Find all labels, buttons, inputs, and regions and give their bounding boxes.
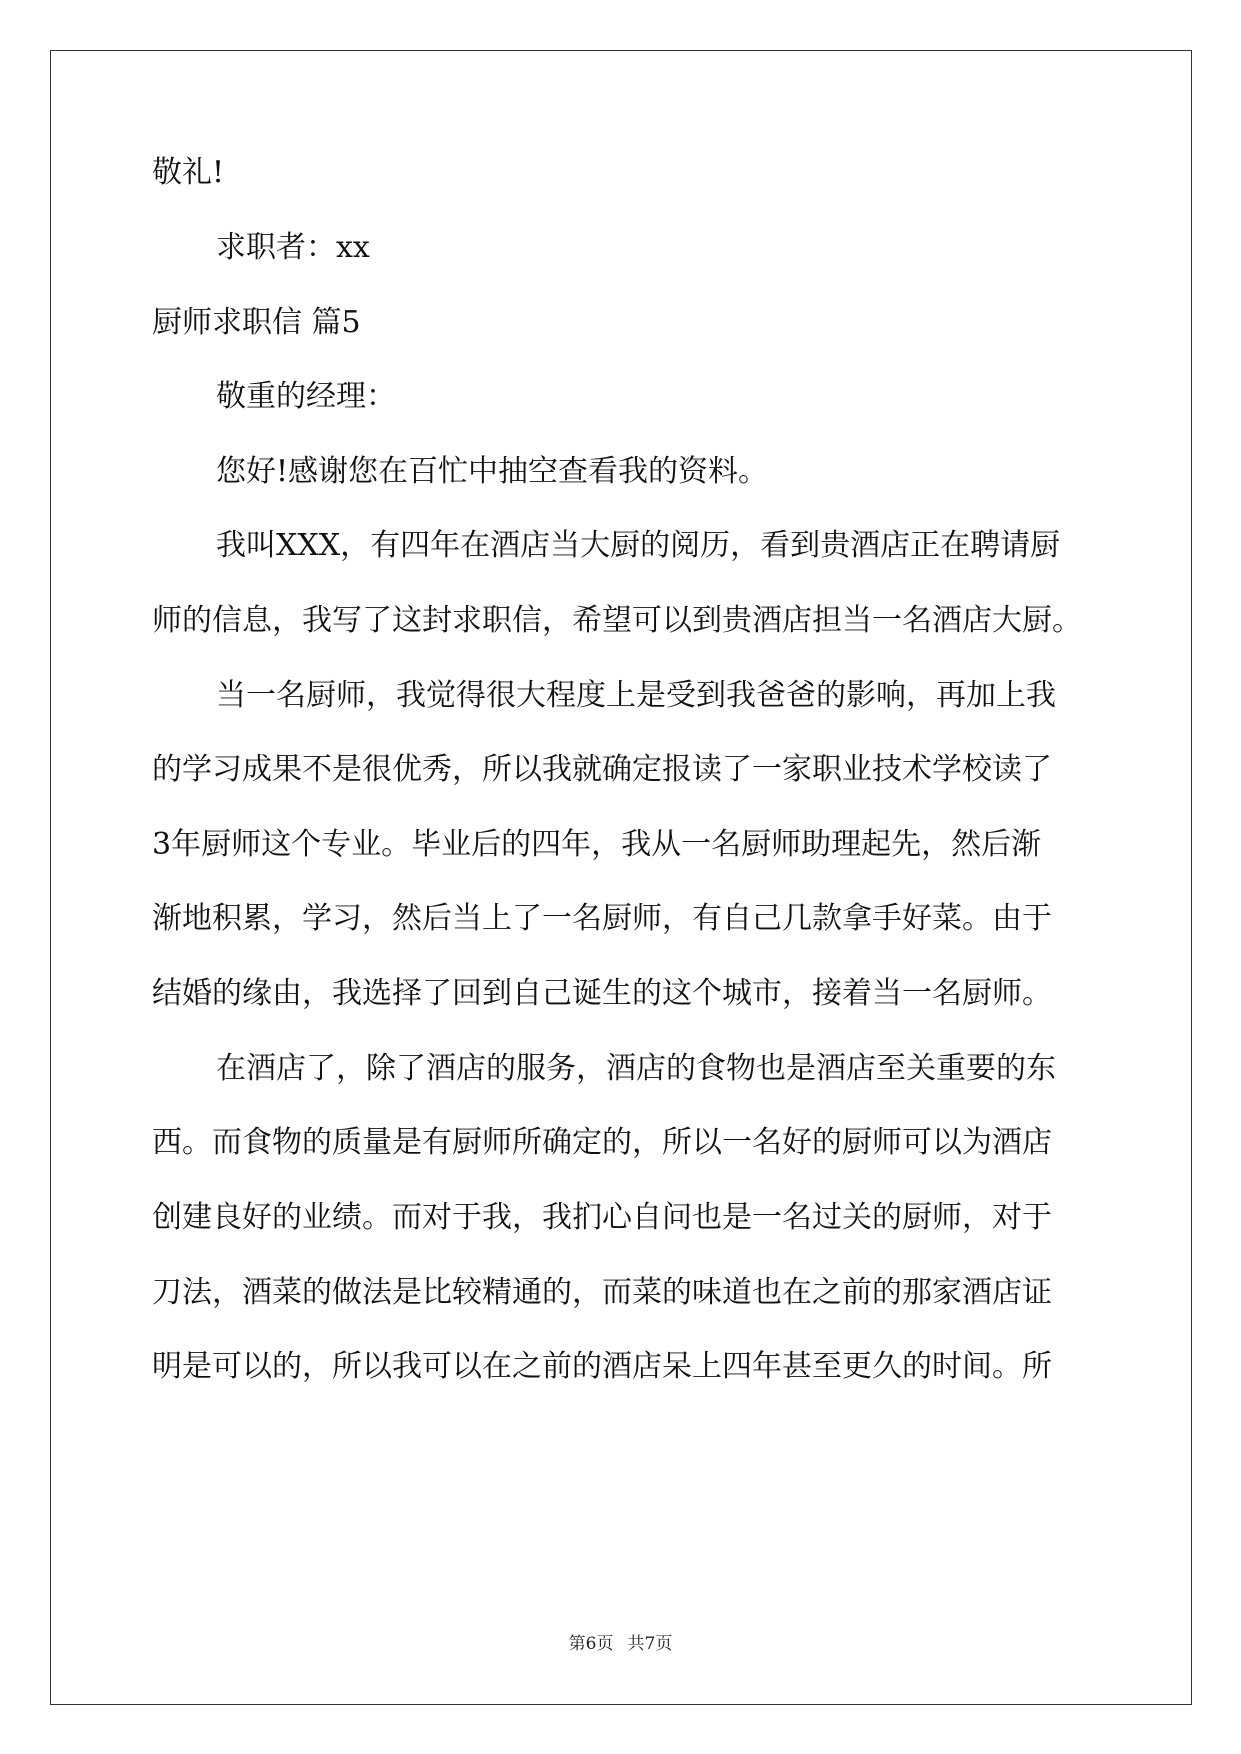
paragraph-line: 西。而食物的质量是有厨师所确定的，所以一名好的厨师可以为酒店: [152, 1125, 1052, 1160]
paragraph-line: 结婚的缘由，我选择了回到自己诞生的这个城市，接着当一名厨师。: [152, 976, 1052, 1011]
paragraph-line: 创建良好的业绩。而对于我，我扪心自问也是一名过关的厨师，对于: [152, 1200, 1052, 1235]
paragraph-line: 3年厨师这个专业。毕业后的四年，我从一名厨师助理起先，然后渐: [152, 827, 1042, 862]
paragraph-line: 师的信息，我写了这封求职信，希望可以到贵酒店担当一名酒店大厨。: [152, 603, 1082, 638]
page-footer: [0, 1634, 1241, 1654]
paragraph-line: 当一名厨师，我觉得很大程度上是受到我爸爸的影响，再加上我: [216, 678, 1056, 713]
page-number-current: 第6页: [568, 1634, 614, 1654]
paragraph-line: 刀法，酒菜的做法是比较精通的，而菜的味道也在之前的那家酒店证: [152, 1275, 1052, 1310]
paragraph-line: 您好!感谢您在百忙中抽空查看我的资料。: [216, 454, 769, 489]
section-heading: 厨师求职信 篇5: [152, 305, 361, 340]
closing-salutation: 敬礼!: [152, 155, 225, 190]
page-frame: [50, 50, 1192, 1705]
paragraph-line: 明是可以的，所以我可以在之前的酒店呆上四年甚至更久的时间。所: [152, 1349, 1052, 1384]
paragraph-line: 在酒店了，除了酒店的服务，酒店的食物也是酒店至关重要的东: [216, 1051, 1056, 1086]
letter-greeting: 敬重的经理：: [216, 379, 396, 414]
applicant-signature: 求职者：xx: [216, 230, 370, 265]
paragraph-line: 的学习成果不是很优秀，所以我就确定报读了一家职业技术学校读了: [152, 752, 1052, 787]
page-number-total: 共7页: [627, 1634, 673, 1654]
paragraph-line: 渐地积累，学习，然后当上了一名厨师，有自己几款拿手好菜。由于: [152, 901, 1052, 936]
paragraph-line: 我叫XXX，有四年在酒店当大厨的阅历，看到贵酒店正在聘请厨: [216, 528, 1061, 563]
